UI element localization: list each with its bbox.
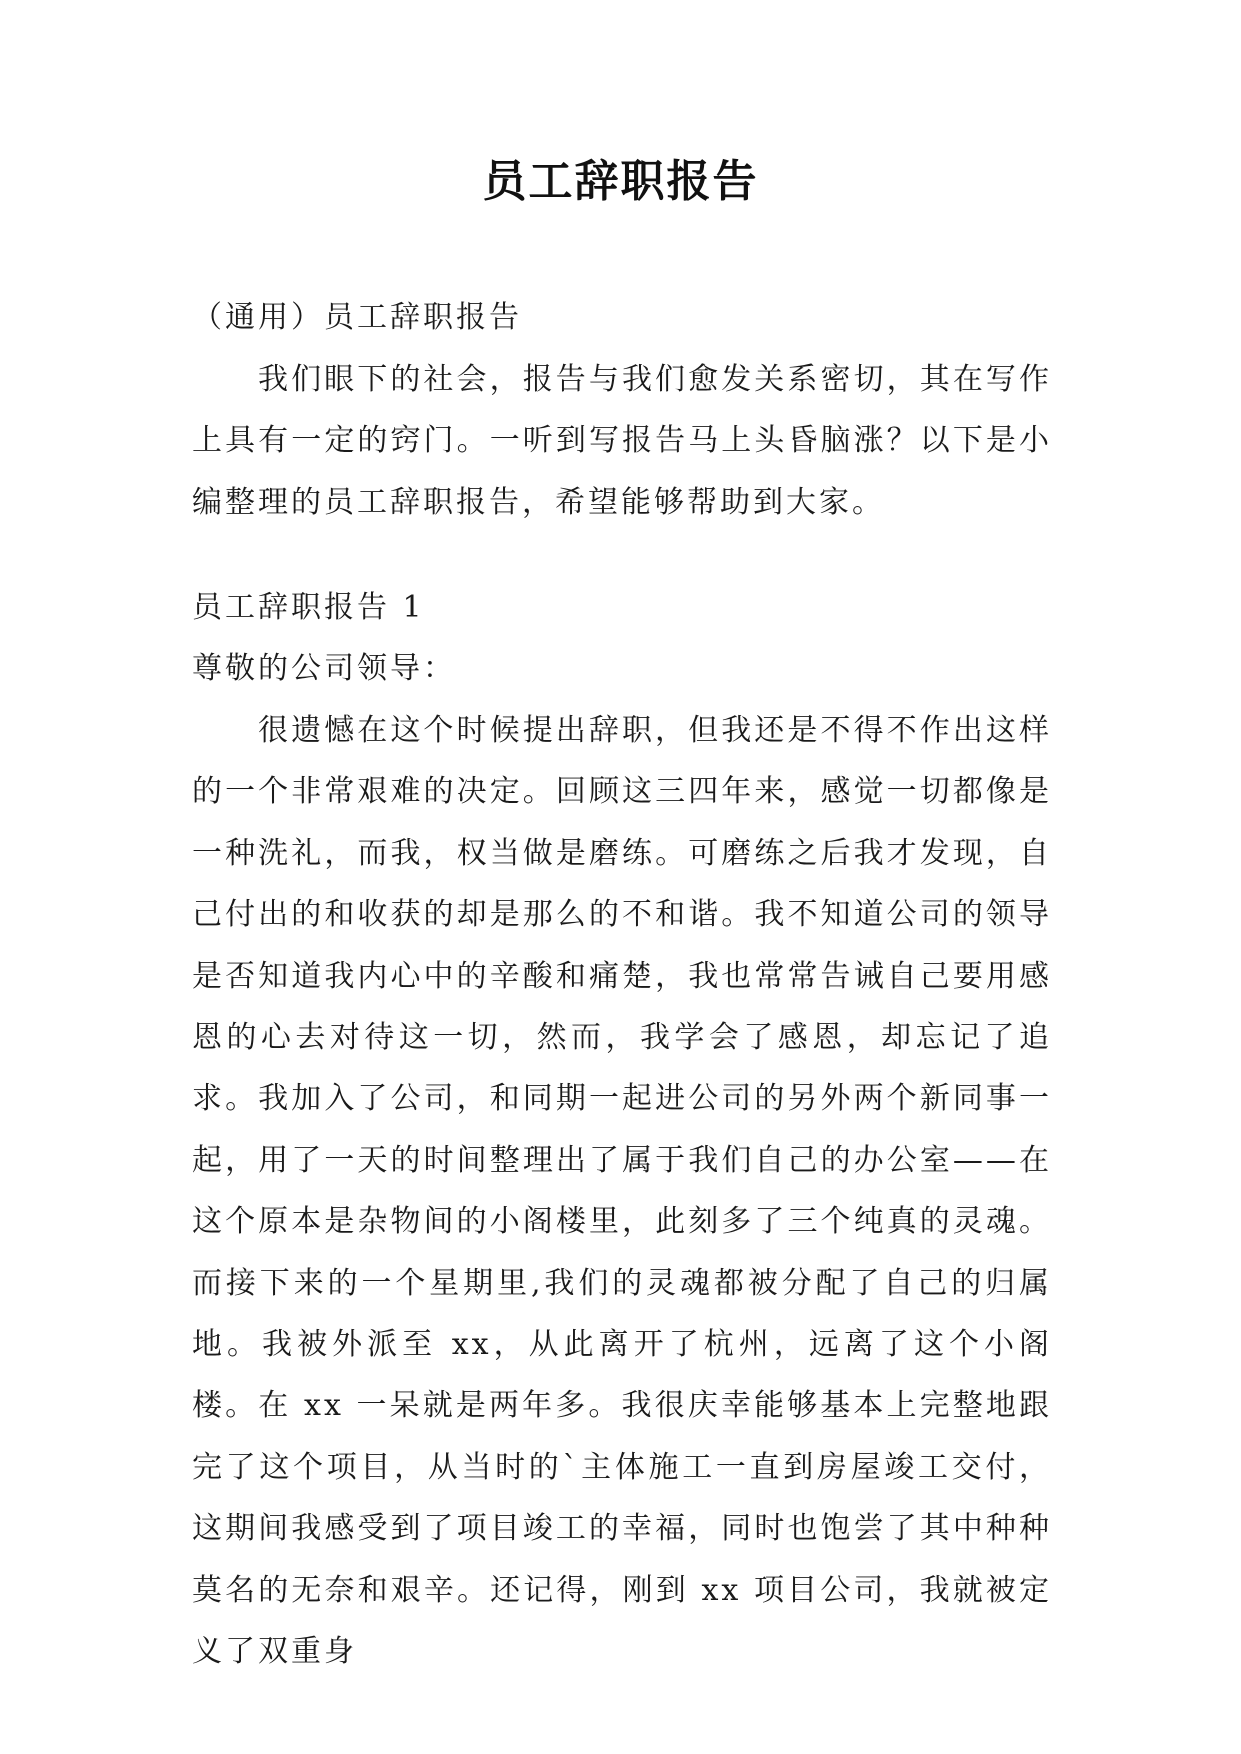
intro-block: [192, 349, 1052, 533]
subtitle-line: （通用）员工辞职报告: [192, 300, 522, 335]
salutation: 尊敬的公司领导：: [192, 651, 456, 687]
section-heading: 员工辞职报告 1: [192, 590, 425, 625]
document-title: 员工辞职报告: [482, 156, 759, 207]
subtitle-block: [192, 287, 1052, 348]
intro-paragraph: 我们眼下的社会，报告与我们愈发关系密切，其在写作上具有一定的窍门。一听到写报告马上头昏脑涨？以下是小编整理的员工辞职报告，希望能够帮助到大家。: [192, 362, 1052, 520]
letter-block: [192, 700, 1052, 1683]
section-block: [192, 577, 1052, 700]
letter-paragraph: 很遗憾在这个时候提出辞职，但我还是不得不作出这样的一个非常艰难的决定。回顾这三四年来，感觉一切都像是一种洗礼，而我，权当做是磨练。可磨练之后我才发现，自己付出的和收获的却是那么的不和谐。我不知道公司的领导是否知道我内心中的辛酸和痛楚，我也常常告诫自己要用感恩的心去对待这一切，然而，我学会了感恩，却忘记了追求。我加入了公司，和同期一起进公司的另外两个新同事一起，用了一天的时间整理出了属于我们自己的办公室——在这个原本是杂物间的小阁楼里，此刻多了三个纯真的灵魂。而接下来的一个星期里,我们的灵魂都被分配了自己的归属地。我被外派至 xx，从此离开了杭州，远离了这个小阁楼。在 xx 一呆就是两年多。我很庆幸能够基本上完整地跟完了这个项目，从当时的`主体施工一直到房屋竣工交付，这期间我感受到了项目竣工的幸福，同时也饱尝了其中种种莫名的无奈和艰辛。还记得，刚到 xx 项目公司，我就被定义了双重身: [192, 713, 1052, 1670]
